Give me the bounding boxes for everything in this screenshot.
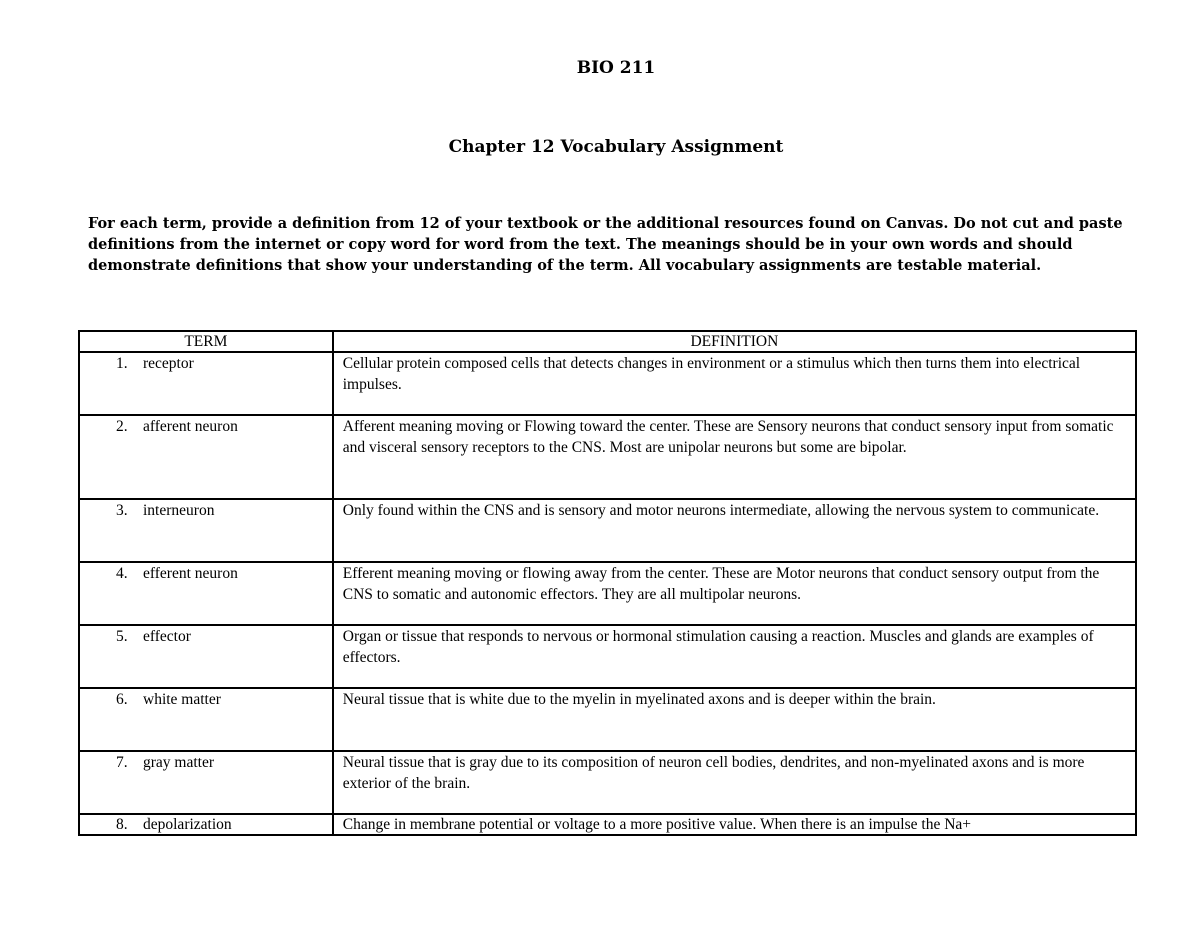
term-number: 8. — [116, 816, 128, 833]
table-row — [79, 625, 1136, 688]
term-text: interneuron — [143, 502, 215, 519]
term-number: 3. — [116, 502, 128, 519]
term-cell — [79, 415, 333, 499]
term-cell — [79, 499, 333, 562]
definition-cell: Only found within the CNS and is sensory and motor neurons intermediate, allowing the nervous system to communicate. — [333, 499, 1136, 562]
term-cell — [79, 751, 333, 814]
term-cell — [79, 625, 333, 688]
definition-cell: Efferent meaning moving or flowing away from the center. These are Motor neurons that conduct sensory output from the CNS to somatic and autonomic effectors. They are all multipolar neurons. — [333, 562, 1136, 625]
term-cell — [79, 352, 333, 415]
term-text: effector — [143, 628, 191, 645]
table-header-row — [79, 331, 1136, 352]
term-number: 5. — [116, 628, 128, 645]
term-text: white matter — [143, 691, 221, 708]
term-number: 4. — [116, 565, 128, 582]
table-row — [79, 751, 1136, 814]
definition-cell: Neural tissue that is gray due to its composition of neuron cell bodies, dendrites, and non-myelinated axons and is more exterior of the brain. — [333, 751, 1136, 814]
term-text: depolarization — [143, 816, 232, 833]
term-number: 7. — [116, 754, 128, 771]
term-cell — [79, 688, 333, 751]
term-text: afferent neuron — [143, 418, 238, 435]
definition-cell: Afferent meaning moving or Flowing toward the center. These are Sensory neurons that conduct sensory input from somatic and visceral sensory receptors to the CNS. Most are unipolar neurons but some are bipolar. — [333, 415, 1136, 499]
definition-cell: Organ or tissue that responds to nervous or hormonal stimulation causing a reaction. Muscles and glands are examples of effectors. — [333, 625, 1136, 688]
term-number: 6. — [116, 691, 128, 708]
term-number: 1. — [116, 355, 128, 372]
assignment-title: Chapter 12 Vocabulary Assignment — [448, 137, 784, 157]
vocabulary-table — [78, 330, 1137, 836]
term-cell — [79, 562, 333, 625]
term-number: 2. — [116, 418, 128, 435]
definition-column-header: DEFINITION — [333, 331, 1136, 352]
term-text: gray matter — [143, 754, 215, 771]
term-cell — [79, 814, 333, 835]
table-row — [79, 499, 1136, 562]
term-text: receptor — [143, 355, 194, 372]
table-row — [79, 415, 1136, 499]
table-row — [79, 562, 1136, 625]
table-row — [79, 814, 1136, 835]
course-title: BIO 211 — [576, 58, 656, 78]
table-row — [79, 688, 1136, 751]
table-row — [79, 352, 1136, 415]
instructions-paragraph: For each term, provide a definition from 12 of your textbook or the additional resources found on Canvas. Do not cut and paste definitions from the internet or copy word for word from the text. The meanings should be in your own words and should demonstrate definitions that show your understanding of the term. All vocabulary assignments are testable material. — [88, 215, 1123, 274]
term-column-header: TERM — [79, 331, 333, 352]
term-text: efferent neuron — [143, 565, 238, 582]
definition-cell: Neural tissue that is white due to the myelin in myelinated axons and is deeper within the brain. — [333, 688, 1136, 751]
definition-cell: Change in membrane potential or voltage to a more positive value. When there is an impulse the Na+ — [333, 814, 1136, 835]
definition-cell: Cellular protein composed cells that detects changes in environment or a stimulus which then turns them into electrical impulses. — [333, 352, 1136, 415]
